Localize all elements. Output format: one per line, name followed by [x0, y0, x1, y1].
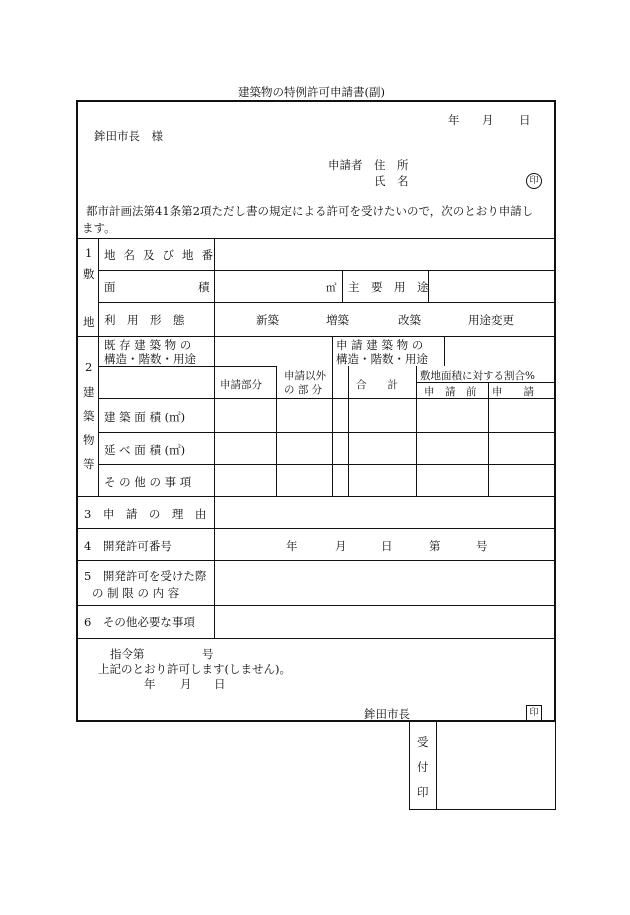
usage-option-new: 新築	[256, 313, 279, 327]
existing-building-label-l1: 既 存 建 築 物 の	[104, 338, 192, 352]
name-label: 氏 名	[374, 174, 409, 188]
section2-label-char: 建	[83, 385, 95, 399]
form-title: 建築物の特例許可申請書(副)	[238, 85, 385, 99]
section5-label-l1: 5 開発許可を受けた際	[84, 569, 207, 583]
section2-label-char: 築	[83, 409, 95, 423]
receipt-char: 付	[417, 760, 429, 774]
section2-label-char: 物	[83, 433, 95, 447]
footer-day: 日	[214, 677, 226, 691]
applicant-seal-icon: 印	[526, 173, 542, 189]
usage-label: 利 用 形 態	[104, 313, 185, 327]
rule-s3-end	[78, 528, 554, 529]
col-s2-e	[444, 336, 445, 366]
main-use-label: 主 要 用 途	[348, 280, 429, 294]
applicant-label: 申請者	[328, 158, 363, 172]
receipt-char: 印	[417, 785, 429, 799]
col-label	[214, 238, 215, 638]
section5-label-l2: の 制 限 の 内 容	[92, 586, 180, 600]
section1-label-char: 敷	[83, 267, 95, 281]
col-s2-c	[348, 366, 349, 496]
section2-number: 2	[85, 360, 93, 374]
permit-dai: 第	[429, 539, 441, 553]
section3-label: 3 申 請 の 理 由	[84, 507, 207, 521]
rule-s2-r4	[98, 464, 554, 465]
section1-number: 1	[85, 246, 93, 260]
col-header-before: 申 請 前	[424, 386, 477, 398]
receipt-stamp-box	[409, 722, 556, 810]
area-unit: ㎡	[326, 282, 337, 294]
section2-label-char: 等	[83, 457, 95, 471]
intro-text: 都市計画法第41条第2項ただし書の規定による許可を受けたいので，次のとおり申請し	[86, 204, 534, 218]
col-s2-f	[488, 382, 489, 496]
intro-text-cont: ます。	[82, 221, 116, 235]
mayor-signature-label: 鉾田市長	[364, 707, 410, 721]
rule-top-of-table	[78, 238, 554, 239]
row-other-items: そ の 他 の 事 項	[104, 475, 192, 489]
permission-text: 上記のとおり許可します(しません)。	[98, 662, 291, 676]
section1-label-char: 地	[83, 315, 95, 329]
col-header-applied: 申請部分	[220, 379, 262, 391]
rule-s1-r2	[98, 302, 554, 303]
col-header-apply: 申 請	[492, 386, 534, 398]
application-form	[76, 100, 556, 722]
permit-month: 月	[335, 539, 347, 553]
row-floor-area: 延 べ 面 積 (㎡)	[104, 443, 186, 457]
date-day-label: 日	[519, 113, 531, 127]
area-label-b: 積	[198, 280, 210, 294]
permit-day: 日	[381, 539, 393, 553]
col-section-num	[98, 238, 99, 496]
mayor-seal-icon: 印	[526, 705, 542, 721]
receipt-divider	[436, 722, 437, 810]
lot-label: 地名及び地番	[104, 248, 221, 262]
applied-building-label-l2: 構造・階数・用途	[336, 352, 428, 366]
usage-option-change: 用途変更	[468, 313, 514, 327]
col-header-ratio: 敷地面積に対する割合%	[420, 370, 535, 382]
applied-building-label-l1: 申 請 建 築 物 の	[336, 338, 424, 352]
col-header-other-l1: 申請以外	[284, 370, 326, 382]
address-label: 住 所	[374, 158, 409, 172]
order-number-suffix: 号	[202, 647, 214, 661]
col-header-total: 合 計	[356, 379, 398, 391]
footer-month: 月	[180, 677, 192, 691]
col-header-other-l2: の 部 分	[284, 384, 323, 396]
usage-option-extension: 増築	[326, 313, 349, 327]
rule-s6-end	[78, 638, 554, 639]
rule-s5-end	[78, 605, 554, 606]
date-month-label: 月	[482, 113, 494, 127]
usage-option-rebuild: 改築	[398, 313, 421, 327]
permit-go: 号	[476, 539, 488, 553]
permit-year: 年	[286, 539, 298, 553]
row-building-area: 建 築 面 積 (㎡)	[104, 410, 186, 424]
footer-year: 年	[144, 677, 156, 691]
area-label-a: 面	[104, 280, 116, 294]
col-s2-a	[276, 366, 277, 496]
rule-s2-r2	[98, 398, 554, 399]
section4-label: 4 開発許可番号	[84, 539, 172, 553]
rule-s2-r3	[98, 432, 554, 433]
col-s2-d	[416, 366, 417, 496]
receipt-char: 受	[417, 735, 429, 749]
addressee: 鉾田市長 様	[94, 129, 163, 143]
col-s2-b	[332, 336, 333, 496]
section6-label: 6 その他必要な事項	[84, 615, 195, 629]
rule-s2-end	[78, 496, 554, 497]
col-s1-area-split	[342, 270, 343, 302]
rule-s4-end	[78, 560, 554, 561]
rule-s1-r1	[98, 270, 554, 271]
existing-building-label-l2: 構造・階数・用途	[104, 352, 196, 366]
order-number-prefix: 指令第	[110, 647, 145, 661]
date-year-label: 年	[448, 113, 460, 127]
